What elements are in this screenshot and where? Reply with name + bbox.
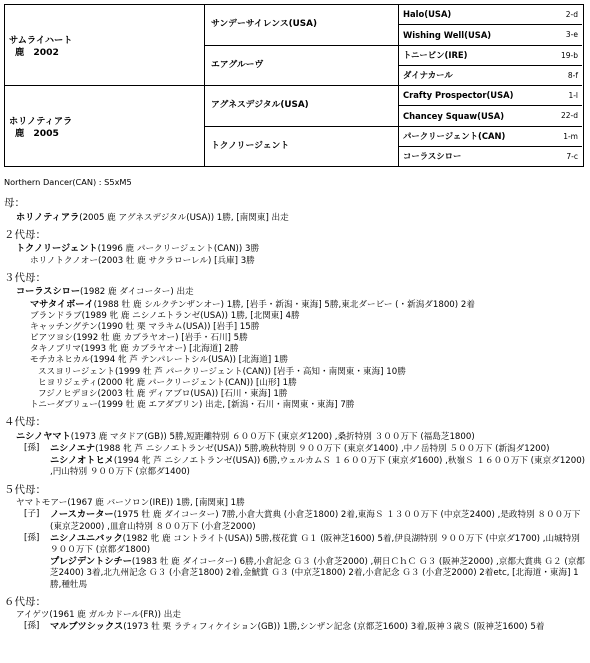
horse-record: (1994 牝 芦 テンパレートシル(USA)) [北海道] 1勝 xyxy=(90,355,288,366)
family-entry xyxy=(4,498,588,509)
family-entry xyxy=(4,212,588,224)
horse-record: (1989 牝 鹿 ニシノエトランゼ(USA)) 1勝, [北関東] 4勝 xyxy=(81,310,300,321)
sire-detail: 鹿 2002 xyxy=(15,46,59,58)
gen3-name: トニービン(IRE) xyxy=(403,50,468,61)
horse-name: キャッチングテン xyxy=(30,321,98,332)
horse-name: ニシノヤマト xyxy=(16,430,71,442)
horse-record: (1982 鹿 ダイコーター) 出走 xyxy=(80,287,194,298)
horse-name: ニシノユニバック xyxy=(50,532,123,544)
descendant-entry xyxy=(4,621,588,633)
offspring-line xyxy=(4,311,588,322)
gen3-cell xyxy=(399,46,582,66)
gen3-name: Halo(USA) xyxy=(403,9,452,20)
gen2-dam-dam: トクノリージェント xyxy=(205,127,399,166)
horse-name: ピアツヨシ xyxy=(30,333,73,344)
offspring-line: ホリノトクノオー(2003 牡 鹿 サクラローレル) [兵庫] 3勝 xyxy=(30,255,255,266)
dam-cell xyxy=(5,86,205,166)
offspring-line xyxy=(4,322,588,333)
gen3-name: Crafty Prospector(USA) xyxy=(403,90,514,101)
relation-tag: [子] xyxy=(24,509,40,520)
gen3-cell xyxy=(399,106,582,127)
descendant-entry xyxy=(4,443,588,455)
gen2-sire-sire: サンデーサイレンス(USA) xyxy=(205,5,399,46)
dam-name: ホリノティアラ xyxy=(9,116,73,127)
gen3-name: Wishing Well(USA) xyxy=(403,29,492,40)
gen3-name: パークリージェント(CAN) xyxy=(403,131,506,142)
offspring-line: トニーダブリュー(1999 牡 鹿 エアダブリン) 出走, [新潟・石川・南関東・東海] 7勝 xyxy=(30,400,355,411)
horse-record: (1967 鹿 バーソロン(IRE)) 1勝, [南関東] 1勝 xyxy=(67,498,245,509)
gen3-family-code: 1-m xyxy=(563,131,578,141)
gen3-family-code: 7-c xyxy=(566,151,578,161)
gen3-name: ダイナカール xyxy=(403,70,453,81)
pedigree-table xyxy=(4,4,584,167)
horse-record: (1994 牝 芦 ニシノエトランゼ(USA)) 6勝,ウェルカムＳ １６００万下 (東京ダ1600) ,秋嶺Ｓ １６００万下 (東京ダ1200) ,円山特別 ９００万下 (京都ダ1400) xyxy=(50,456,586,478)
horse-name: ノースカーター xyxy=(50,509,114,521)
gen3-cell xyxy=(399,147,582,166)
relation-tag: [孫] xyxy=(24,532,40,543)
horse-record: (1996 鹿 パークリージェント(CAN)) 3勝 xyxy=(97,244,260,255)
sire-cell xyxy=(5,5,205,86)
gen3-cell xyxy=(399,86,582,106)
offspring-line xyxy=(4,355,588,366)
horse-record: (1982 牝 鹿 コントライト(USA)) 5勝,桜花賞 Ｇ１ (阪神芝1600) 5着,伊良湖特別 ９００万下 (中京ダ1700) ,山城特別 ９００万下 (京都ダ1800) xyxy=(50,533,580,555)
section-heading: ５代母： xyxy=(4,483,46,496)
grand-offspring-line: フジノヒデヨシ(2003 牡 鹿 ディアブロ(USA)) [石川・東海] 1勝 xyxy=(38,388,288,399)
section-heading: ２代母： xyxy=(4,228,46,241)
relation-tag xyxy=(4,455,50,478)
section-heading: ６代母： xyxy=(4,595,46,608)
horse-name: ニシノエナ xyxy=(50,443,96,455)
horse-name: コーラスシロー xyxy=(16,286,81,298)
horse-name: マルブツシックス xyxy=(50,621,124,633)
gen3-family-code: 19-b xyxy=(560,50,578,60)
inbreeding-note: Northern Dancer(CAN) : S5xM5 xyxy=(4,177,132,187)
family-entry xyxy=(4,286,588,298)
horse-record: (1983 牡 鹿 ダイコーター) 6勝,小倉記念 Ｇ３ (小倉芝2000) ,朝日ＣｈＣ Ｇ３ (阪神芝2000) ,京都大賞典 Ｇ２ (京都芝2400) 3着,北九州記念 Ｇ３ (小倉芝1800) 2着,金鯱賞 Ｇ３ (中京芝1800) 2着,小倉記念 Ｇ３ (小倉芝2000) 2着etc, [北海道・東海] 1勝,種牡馬 xyxy=(50,557,585,590)
family-entry xyxy=(4,431,588,443)
gen3-name: コーラスシロー xyxy=(403,151,462,162)
dam-detail: 鹿 2005 xyxy=(15,127,59,139)
family-entry xyxy=(4,610,588,621)
relation-tag: [孫] xyxy=(24,621,40,632)
descendant-entry xyxy=(4,509,588,532)
horse-name: マサタイボーイ xyxy=(30,298,94,310)
relation-tag: [孫] xyxy=(24,443,40,454)
gen3-family-code: 8-f xyxy=(567,70,578,80)
horse-record: (1988 牡 鹿 シルクテンザンオー) 1勝, [岩手・新潟・東海] 5勝,東北ダービー (・新潟ダ1800) 2着 xyxy=(93,299,475,310)
horse-record: (1992 牡 鹿 カブラヤオー) [岩手・石川] 5勝 xyxy=(72,333,248,344)
horse-name: プレジデントシチー xyxy=(50,556,132,568)
horse-record: (1973 鹿 マタドア(GB)) 5勝,短距離特別 ６００万下 (東京ダ1200) ,桑折特別 ３００万下 (福島芝1800) xyxy=(70,431,475,442)
gen3-family-code: 1-l xyxy=(568,90,578,100)
section-heading: 母： xyxy=(4,197,25,209)
offspring-line xyxy=(4,344,588,355)
gen3-cell xyxy=(399,25,582,46)
gen3-name: Chancey Squaw(USA) xyxy=(403,110,505,121)
horse-name: トクノリージェント xyxy=(16,243,98,255)
horse-record: (2005 鹿 アグネスデジタル(USA)) 1勝, [南関東] 出走 xyxy=(79,212,289,223)
horse-name: モチカネヒカル xyxy=(30,355,90,366)
descendant-entry xyxy=(4,455,588,478)
grand-offspring-line: ヒヨリジェティ(2000 牝 鹿 パークリージェント(CAN)) [山形] 1勝 xyxy=(38,377,297,388)
horse-record: (1993 牝 鹿 カブラヤオー) [北海道] 2勝 xyxy=(80,344,239,355)
descendant-entry xyxy=(4,533,588,556)
family-entry xyxy=(4,243,588,255)
gen3-cell xyxy=(399,66,582,86)
horse-name: ホリノティアラ xyxy=(16,211,80,223)
descendant-entry xyxy=(4,556,588,591)
horse-name: ブランドラブ xyxy=(30,310,82,321)
horse-name: タキノブリマ xyxy=(30,344,81,355)
gen3-family-code: 22-d xyxy=(560,111,578,121)
horse-name: アイゲツ xyxy=(16,610,50,621)
gen2-dam-sire: アグネスデジタル(USA) xyxy=(205,86,399,127)
horse-record: (1988 牝 芦 ニシノエトランゼ(USA)) 5勝,晩秋特別 ９００万下 (東京ダ1400) ,中ノ岳特別 ５００万下 (新潟ダ1200) xyxy=(95,444,550,455)
horse-record: (1975 牡 鹿 ダイコーター) 7勝,小倉大賞典 (小倉芝1800) 2着,東海Ｓ １３００万下 (中京芝2400) ,是政特別 ８００万下 (東京芝2000) ,皿倉山特別 ８００万下 (小倉芝2000) xyxy=(50,510,581,532)
gen3-family-code: 2-d xyxy=(565,9,578,19)
horse-name: ニシノオトヒメ xyxy=(50,455,114,467)
section-heading: ３代母： xyxy=(4,271,46,284)
horse-name: ヤマトモアー xyxy=(16,498,68,509)
gen3-family-code: 3-e xyxy=(565,30,578,40)
horse-record: (1990 牡 栗 マラキム(USA)) [岩手] 15勝 xyxy=(97,321,260,332)
horse-record: (1961 鹿 ガルカドール(FR)) 出走 xyxy=(49,610,181,621)
offspring-line xyxy=(4,333,588,344)
gen3-cell xyxy=(399,127,582,147)
offspring-line xyxy=(4,299,588,311)
section-heading: ４代母： xyxy=(4,416,46,429)
family-record xyxy=(4,197,588,634)
grand-offspring-line: ススヨリージェント(1999 牡 芦 パークリージェント(CAN)) [岩手・高知・南関東・東海] 10勝 xyxy=(38,366,406,377)
gen3-cell xyxy=(399,5,582,25)
horse-record: (1973 牡 栗 ラティフィケイション(GB)) 1勝,シンザン記念 (京都芝1600) 3着,阪神３歳Ｓ (阪神芝1600) 5着 xyxy=(123,622,545,633)
gen2-sire-dam: エアグルーヴ xyxy=(205,46,399,86)
relation-tag xyxy=(4,556,50,591)
sire-name: サムライハート xyxy=(9,35,73,46)
